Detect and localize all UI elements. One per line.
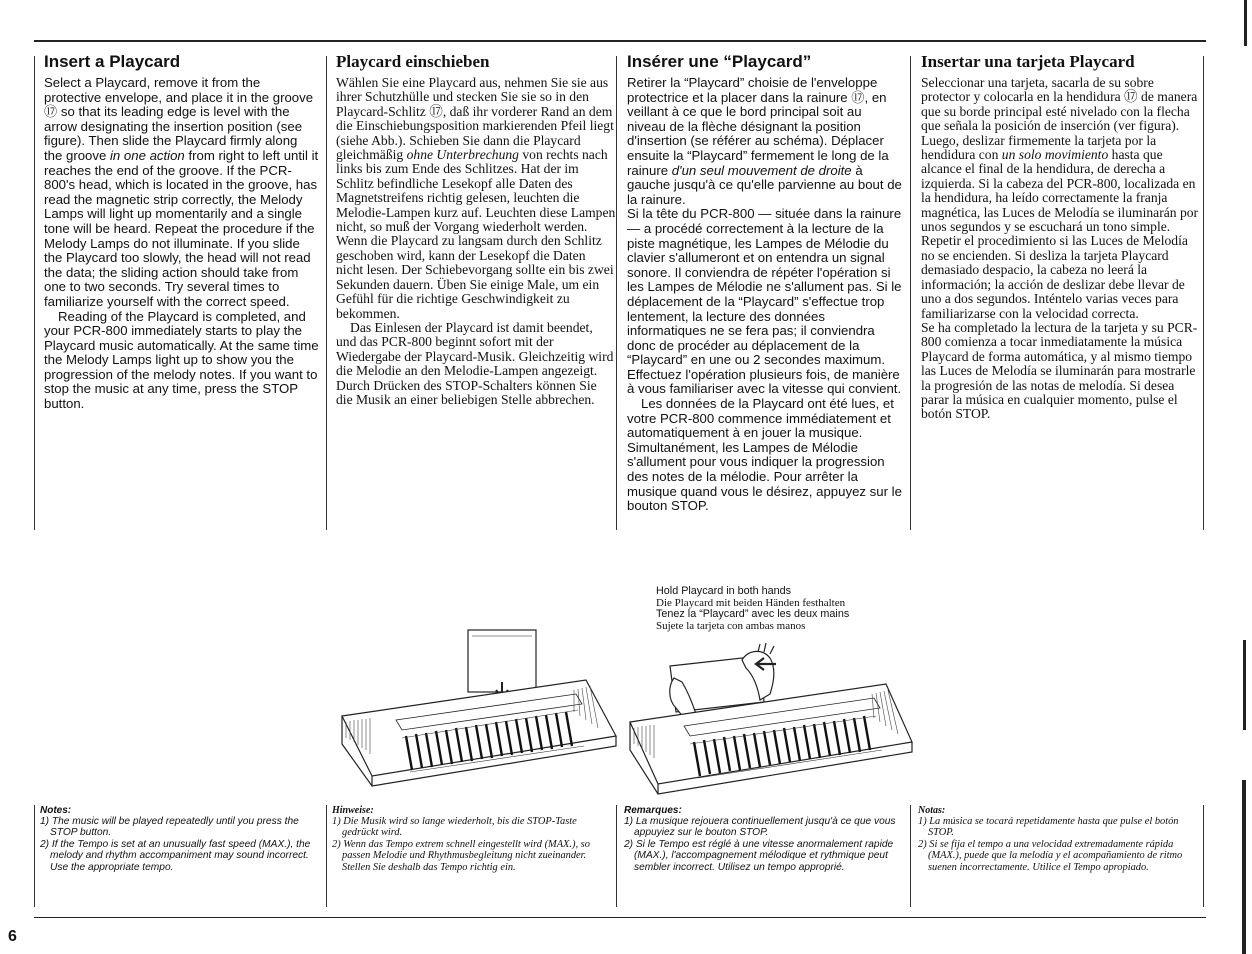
- column-divider: [34, 56, 35, 530]
- notes-german: [332, 805, 614, 873]
- column-divider: [616, 56, 617, 530]
- spanish-paragraph-1: Seleccionar una tarjeta, sacarla de su sobre protector y colocarla en la hendidura ⑰ de manera que su borde principal esté nivelado con la flecha que señala la posición de inserción (ver figura). Luego, deslizar firmemente la tarjeta por la hendidura con un solo movimiento hasta que alcance el final de la hendidura, de derecha a izquierda. Si la cabeza del PCR-800, localizada en la hendidura, ha leído correctamente la franja magnética, las Luces de Melodía se iluminarán por unos segundos y se escuchará un tono simple. Repetir el procedimiento si las Luces de Melodía no se encienden. Si desliza la tarjeta Playcard demasiado despacio, la cabeza no leerá la información; la acción de deslizar debe llevar de uno a dos segundos. Inténtelo varias veces para familiarizarse con la velocidad correcta.: [921, 75, 1199, 321]
- caption-french: Tenez la “Playcard” avec les deux mains: [656, 608, 850, 621]
- spanish-paragraph-2: Se ha completado la lectura de la tarjeta y su PCR-800 comienza a tocar inmediatamente la música Playcard de forma automática, y al mismo tiempo las Luces de Melodía se iluminarán para mostrarle la progresión de las notas de melodía. Si desea parar la música en cualquier momento, pulse el botón STOP.: [921, 319, 1198, 422]
- note-german-2: 2) Wenn das Tempo extrem schnell eingestellt wird (MAX.), so passen Melodie und Rhythmusbegleitung nicht zueinander. Stellen Sie deshalb das Tempo richtig ein.: [332, 838, 590, 873]
- column-divider: [326, 56, 327, 530]
- caption-spanish: Sujete la tarjeta con ambas manos: [656, 619, 806, 632]
- english-paragraph-1: Select a Playcard, remove it from the protective envelope, and place it in the groove ⑰ so that its leading edge is level with the arrow designating the insertion position (see figure). Then slide the Playcard firmly along the groove in one action from right to left until it reaches the end of the groove. If the PCR-800's head, which is located in the groove, has read the magnetic strip correctly, the Melody Lamps will light up momentarily and a single tone will be heard. Repeat the procedure if the Melody Lamps do not illuminate. If you slide the Playcard too slowly, the head will not read the data; the sliding action should take from one to two seconds. Try several times to familiarize yourself with the correct speed.: [44, 75, 319, 309]
- english-paragraph-2: Reading of the Playcard is completed, and your PCR-800 immediately starts to play the Playcard music automatically. At the same time the Melody Lamps light up to show you the progression of the melody notes. If you want to stop the music at any time, press the STOP button.: [44, 308, 319, 412]
- french-section: [627, 52, 903, 514]
- french-title: Insérer une “Playcard”: [627, 52, 812, 71]
- notes-spanish: [918, 805, 1200, 873]
- english-section: [44, 52, 319, 412]
- note-spanish-2: 2) Si se fija el tempo a una velocidad extremadamente rápida (MAX.), puede que la melodía y el acompañamiento de ritmo suenen incorrectamente. Utilice el Tempo apropiado.: [918, 838, 1183, 873]
- french-paragraph-1: Retirer la “Playcard” choisie de l'enveloppe protectrice et la placer dans la rainure ⑰, en veillant à ce que le bord principal soit au niveau de la flèche désignant la position d'insertion (se référer au schéma). Déplacer ensuite la “Playcard” fermement le long de la rainure d'un seul mouvement de droite à gauche jusqu'à ce qu'elle parvienne au bout de la rainure.: [627, 75, 902, 207]
- notes-english-title: Notes:: [40, 805, 72, 816]
- bottom-rule: [34, 917, 1206, 918]
- spanish-title: Insertar una tarjeta Playcard: [921, 52, 1135, 71]
- caption-german: Die Playcard mit beiden Händen festhalten: [656, 596, 846, 609]
- notes-german-title: Hinweise:: [332, 805, 374, 816]
- keyboard-insert-card-illustration: [336, 624, 620, 792]
- notes-divider: [1203, 805, 1204, 907]
- notes-divider: [910, 805, 911, 907]
- caption-english: Hold Playcard in both hands: [656, 585, 792, 597]
- note-english-2: 2) If the Tempo is set at an unusually fast speed (MAX.), the melody and rhythm accompaniment may sound incorrect. Use the appropriate tempo.: [40, 838, 311, 873]
- notes-divider: [34, 805, 35, 907]
- german-title: Playcard einschieben: [336, 52, 490, 71]
- scan-edge-mark: [1243, 640, 1246, 730]
- french-paragraph-2: Si la tête du PCR-800 — située dans la rainure — a procédé correctement à la lecture de la piste magnétique, les Lampes de Mélodie du clavier s'allumeront et on entendra un signal sonore. Il conviendra de répéter l'opération si les Lampes de Mélodie ne s'allument pas. Si le déplacement de la “Playcard” s'effectue trop lentement, la lecture des données informatiques ne se fera pas; il conviendra donc de procéder au déplacement de la “Playcard” en une ou 2 secondes maximum. Effectuez l'opération plusieurs fois, de manière à vous familiariser avec la vitesse qui convient.: [627, 206, 902, 397]
- spanish-section: [921, 52, 1201, 422]
- note-spanish-1: 1) La música se tocará repetidamente hasta que pulse el botón STOP.: [918, 816, 1179, 839]
- notes-divider: [616, 805, 617, 907]
- keyboard-hands-illustration: [624, 638, 914, 796]
- note-french-1: 1) La musique rejouera continuellement jusqu'à ce que vous appuyiez sur le bouton STOP.: [624, 816, 896, 839]
- scan-edge-mark: [1244, 0, 1247, 46]
- note-french-2: 2) Si le Tempo est réglé à une vitesse anormalement rapide (MAX.), l'accompagnement mélodique et rythmique peut sembler incorrect. Utilisez un tempo approprié.: [624, 838, 894, 873]
- notes-spanish-title: Notas:: [918, 805, 946, 816]
- german-paragraph-1: Wählen Sie eine Playcard aus, nehmen Sie sie aus ihrer Schutzhülle und stecken Sie sie so in den Playcard-Schlitz ⑰, daß ihr vorderer Rand an dem die Einschiebungsposition markierenden Pfeil liegt (siehe Abb.). Schieben Sie dann die Playcard gleichmäßig ohne Unterbrechung von rechts nach links bis zum Ende des Schlitzes. Hat der im Schlitz befindliche Lesekopf alle Daten des Magnetstreifens richtig gelesen, leuchten die Melodie-Lampen kurz auf. Leuchten diese Lampen nicht, so muß der Vorgang wiederholt werden. Wenn die Playcard zu langsam durch den Schlitz geschoben wird, kann der Lesekopf die Daten nicht lesen. Der Schiebevorgang sollte ein bis zwei Sekunden dauern. Üben Sie einige Male, um ein Gefühl für die richtige Geschwindigkeit zu bekommen.: [336, 75, 616, 321]
- notes-english: [40, 805, 320, 873]
- page-number: 6: [8, 928, 17, 945]
- scan-edge-mark: [1242, 780, 1246, 954]
- notes-divider: [326, 805, 327, 907]
- german-section: [336, 52, 616, 407]
- notes-french: [624, 805, 904, 873]
- note-english-1: 1) The music will be played repeatedly until you press the STOP button.: [40, 816, 299, 839]
- top-rule: [34, 40, 1206, 42]
- french-paragraph-3: Les données de la Playcard ont été lues, et votre PCR-800 commence immédiatement et automatiquement à en jouer la musique. Simultanément, les Lampes de Mélodie s'allument pour vous indiquer la progression des notes de la mélodie. Pour arrêter la musique quand vous le désirez, appuyez sur le bouton STOP.: [627, 396, 902, 514]
- column-divider: [910, 56, 911, 530]
- figure-caption: [656, 586, 849, 632]
- german-paragraph-2: Das Einlesen der Playcard ist damit beendet, und das PCR-800 beginnt sofort mit der Wiedergabe der Playcard-Musik. Gleichzeitig wird die Melodie an den Melodie-Lampen angezeigt. Durch Drücken des STOP-Schalters können Sie die Musik an einer beliebigen Stelle abbrechen.: [336, 319, 614, 407]
- column-divider: [1203, 56, 1204, 530]
- english-title: Insert a Playcard: [44, 52, 181, 71]
- notes-french-title: Remarques:: [624, 805, 682, 816]
- note-german-1: 1) Die Musik wird so lange wiederholt, bis die STOP-Taste gedrückt wird.: [332, 816, 577, 839]
